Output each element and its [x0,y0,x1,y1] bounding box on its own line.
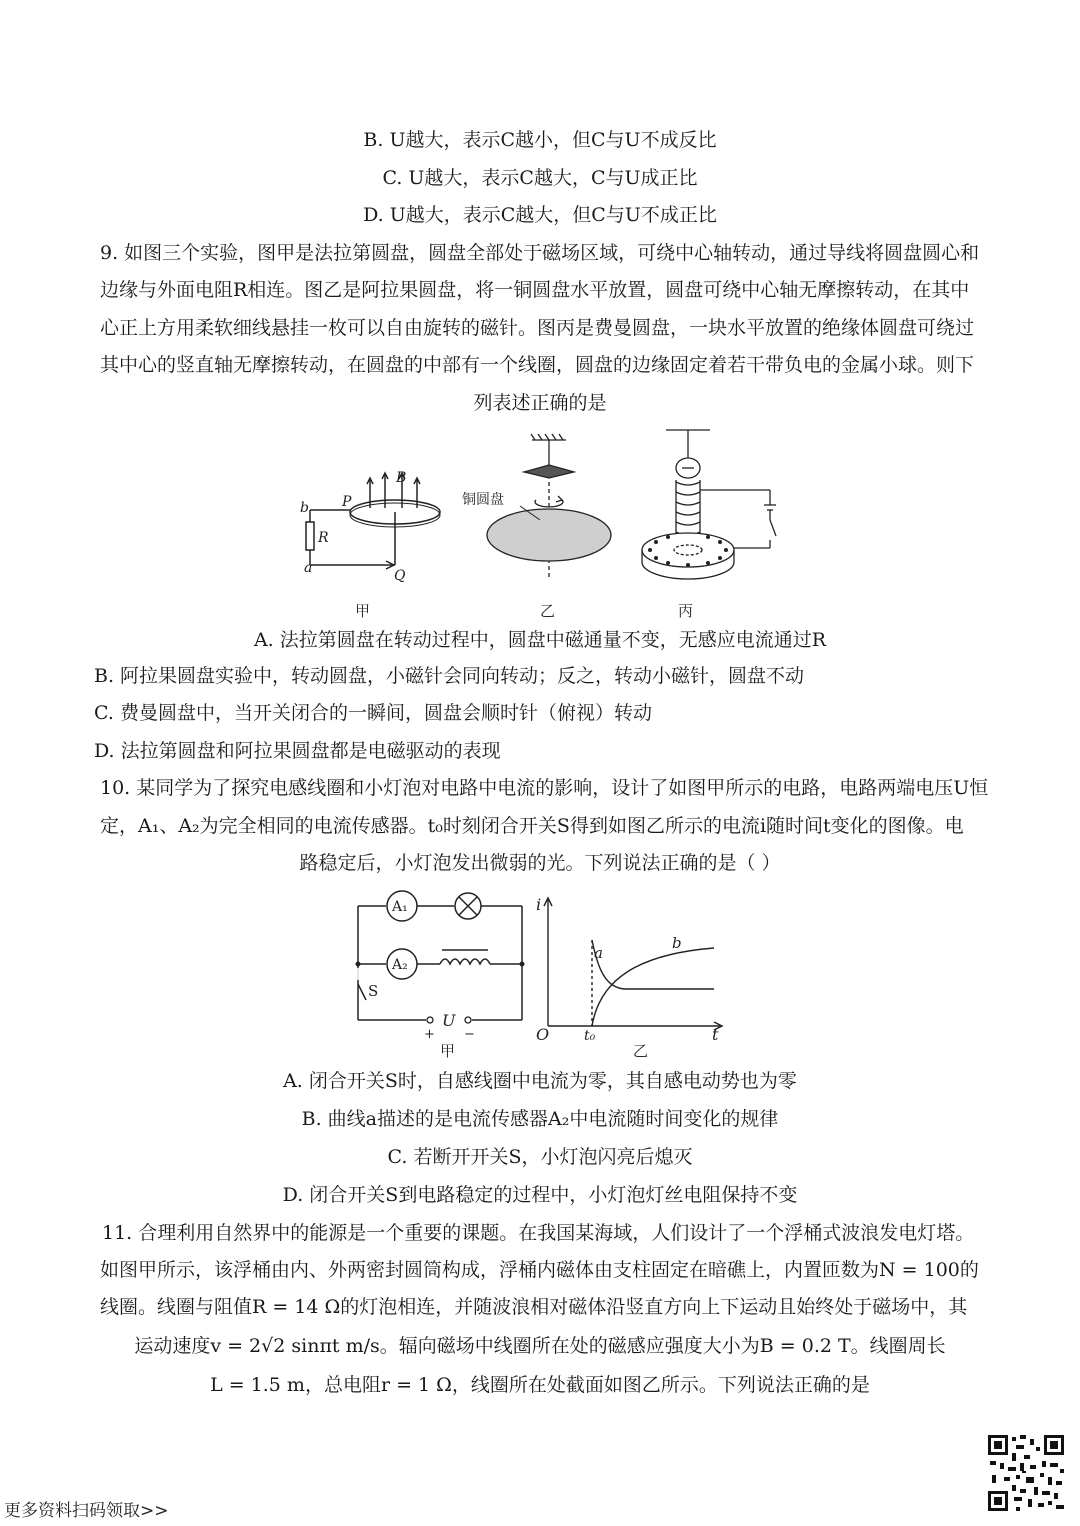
curve-b-label: b [672,934,682,952]
q8-option-c: C. U越大，表示C越大，C与U成正比 [382,167,698,189]
axis-label-i: i [536,895,542,914]
label-minus: − [464,1027,475,1042]
coil [676,482,700,535]
circuit-diagram [358,891,522,1020]
q11-stem-line-4: 运动速度v = 2√2 sinπt m/s。辐向磁场中线圈所在处的磁感应强度大小为B = 0.2 T。线圈周长 [134,1335,946,1357]
q10-option-b: B. 曲线a描述的是电流传感器A₂中电流随时间变化的规律 [301,1108,779,1130]
caption-jia: 甲 [355,602,371,620]
footer-more-resources[interactable]: 更多资料扫码领取>> [4,1501,169,1521]
q9-stem-line-5: 列表述正确的是 [473,392,607,414]
label-a1: A₁ [392,899,408,915]
label-s: S [368,982,379,1000]
curve-a-label: a [594,944,603,962]
label-copper-disk: 铜圆盘 [462,492,504,508]
caption-yi: 乙 [540,602,556,620]
q10-stem-line-3: 路稳定后，小灯泡发出微弱的光。下列说法正确的是（ ） [299,852,781,874]
curve-a [592,940,714,989]
curve-b [592,948,714,1026]
qr-code-icon[interactable] [986,1433,1066,1513]
q9-stem-line-2: 边缘与外面电阻R相连。图乙是阿拉果圆盘，将一铜圆盘水平放置，圆盘可绕中心轴无摩擦转动，在其中 [100,279,970,301]
q8-option-b: B. U越大，表示C越小，但C与U不成反比 [363,129,717,151]
q9-option-b: B. 阿拉果圆盘实验中，转动圆盘，小磁针会同向转动；反之，转动小磁针，圆盘不动 [94,665,805,687]
q9-stem-line-4: 其中心的竖直轴无摩擦转动，在圆盘的中部有一个线圈，圆盘的边缘固定着若干带负电的金属小球。则下 [100,354,975,376]
q9-stem-line-3: 心正上方用柔软细线悬挂一枚可以自由旋转的磁针。图丙是费曼圆盘，一块水平放置的绝缘体圆盘可绕过 [100,317,975,339]
caption-graph-yi: 乙 [633,1042,649,1060]
q10-stem-line-1: 10. 某同学为了探究电感线圈和小灯泡对电路中电流的影响，设计了如图甲所示的电路，电路两端电压U恒 [100,777,989,799]
q9-figure-svg [290,420,810,625]
faraday-disk-diagram [306,473,440,569]
arago-disk-diagram [487,434,611,580]
insulating-disk [642,533,734,567]
caption-circuit-jia: 甲 [440,1042,456,1060]
q10-option-c: C. 若断开开关S，小灯泡闪亮后熄灭 [387,1146,693,1168]
q11-stem-line-5: L = 1.5 m，总电阻r = 1 Ω，线圈所在处截面如图乙所示。下列说法正确的是 [210,1374,870,1396]
q11-stem-line-2: 如图甲所示，该浮桶由内、外两密封圆筒构成，浮桶内磁体由支柱固定在暗礁上，内置匝数为N = 100的 [100,1259,979,1281]
t0-label: t₀ [584,1028,596,1044]
label-r: R [318,530,329,546]
axis-label-t: t [712,1025,719,1044]
q11-stem-line-1: 11. 合理利用自然界中的能源是一个重要的课题。在我国某海域，人们设计了一个浮桶式波浪发电灯塔。 [102,1222,975,1244]
feynman-disk-diagram [642,430,776,579]
q10-stem-line-2: 定，A₁、A₂为完全相同的电流传感器。t₀时刻闭合开关S得到如图乙所示的电流i随时间t变化的图像。电 [100,815,964,837]
q9-stem-line-1: 9. 如图三个实验，图甲是法拉第圆盘，圆盘全部处于磁场区域，可绕中心轴转动，通过导线将圆盘圆心和 [100,242,980,264]
label-magnetic-b: B [396,470,407,486]
q10-option-a: A. 闭合开关S时，自感线圈中电流为零，其自感电动势也为零 [283,1070,797,1092]
q10-option-d: D. 闭合开关S到电路稳定的过程中，小灯泡灯丝电阻保持不变 [282,1184,798,1206]
q10-figure [350,888,740,1063]
q9-option-c: C. 费曼圆盘中，当开关闭合的一瞬间，圆盘会顺时针（俯视）转动 [94,702,652,724]
current-time-graph [544,898,722,1030]
q9-figure [290,420,810,625]
q8-option-d: D. U越大，表示C越大，但C与U不成正比 [363,204,717,226]
label-plus: + [424,1027,435,1042]
magnetic-needle [524,465,574,478]
q9-option-a: A. 法拉第圆盘在转动过程中，圆盘中磁通量不变，无感应电流通过R [253,629,827,651]
label-b: b [300,500,309,516]
origin-label: O [536,1025,550,1044]
caption-bing: 丙 [678,602,694,620]
q11-stem-line-3: 线圈。线圈与阻值R = 14 Ω的灯泡相连，并随波浪相对磁体沿竖直方向上下运动且始终处于磁场中，其 [100,1296,968,1318]
label-p: P [342,494,352,510]
label-u: U [442,1011,456,1030]
label-q: Q [394,568,406,584]
q9-option-d: D. 法拉第圆盘和阿拉果圆盘都是电磁驱动的表现 [94,740,501,762]
label-a2: A₂ [392,957,408,973]
switch-s [358,984,366,1000]
label-a: a [304,560,313,576]
q10-figure-svg [350,888,740,1063]
inductor-coil [440,959,490,964]
copper-disk [487,509,611,561]
